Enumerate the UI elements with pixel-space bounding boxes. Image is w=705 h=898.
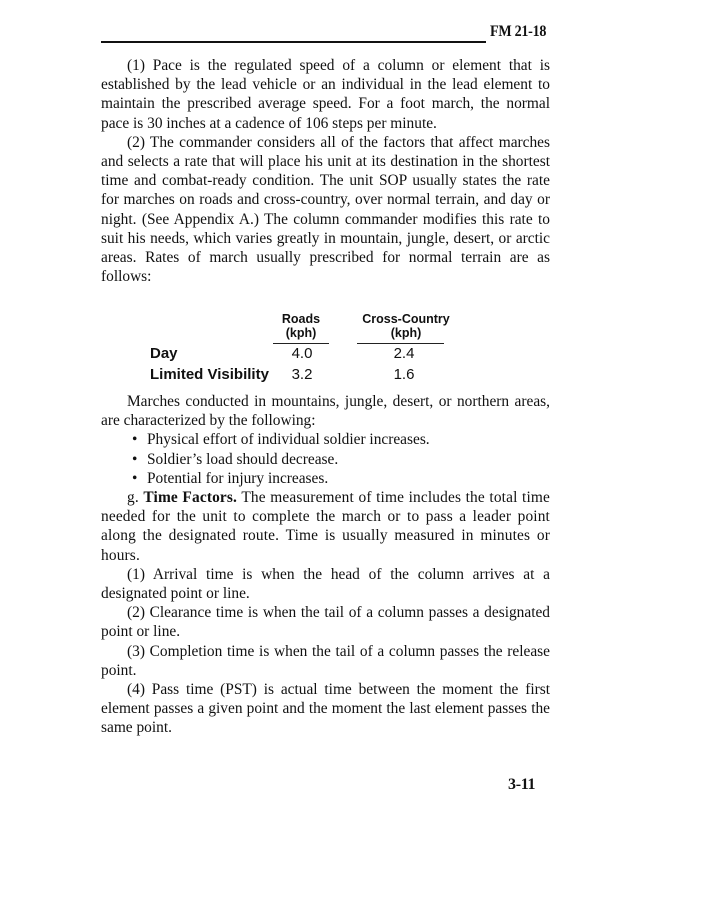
paragraph-arrival-time: (1) Arrival time is when the head of the column arrives at a designated point or line. (101, 565, 550, 603)
bullet-icon: • (132, 469, 138, 487)
paragraph-clearance-time: (2) Clearance time is when the tail of a column passes a designated point or line. (101, 604, 550, 641)
row-label-limited-visibility: Limited Visibility (150, 366, 269, 383)
section-letter: g. (127, 489, 139, 507)
bullet-icon: • (132, 450, 138, 468)
bullet-icon: • (132, 431, 138, 449)
header-rule (101, 41, 486, 43)
value-day-roads: 4.0 (291, 345, 313, 362)
paragraph-time-factors (101, 488, 550, 565)
body-text-top (101, 56, 550, 286)
document-id: FM 21-18 (490, 23, 547, 40)
section-heading: Time Factors. (143, 489, 238, 507)
list-item: • Soldier’s load should decrease. (132, 450, 339, 468)
column-rule-cross-country (357, 343, 444, 344)
page-number: 3-11 (508, 776, 536, 793)
row-label-day: Day (150, 345, 178, 362)
paragraph-rate: (2) The commander considers all of the factors that affect marches and selects a rate that will place his unit at its destination in the shortest time and combat-ready condition. The unit SOP usually states the rate for marches on roads and cross-country, over normal terrain, and day or night. (See Appendix A.) The column commander modifies this rate to suit his needs, which varies greatly in mountain, jungle, desert, or arctic areas. Rates of march usually prescribed for normal terrain are as follows: (101, 133, 550, 286)
body-text-bottom (101, 392, 550, 738)
column-header-cross-country: Cross-Country (kph) (362, 312, 450, 340)
list-item: • Physical effort of individual soldier increases. (132, 431, 430, 449)
paragraph-pace: (1) Pace is the regulated speed of a column or element that is established by the lead vehicle or an individual in the lead element to maintain the prescribed average speed. For a foot march, the normal pace is 30 inches at a cadence of 106 steps per minute. (101, 57, 550, 132)
paragraph-conditions: Marches conducted in mountains, jungle, desert, or northern areas, are characterized by the following: (101, 393, 550, 430)
value-day-cross-country: 2.4 (393, 345, 415, 362)
list-item: • Potential for injury increases. (132, 469, 329, 487)
column-header-roads: Roads (kph) (281, 312, 321, 340)
conditions-list (101, 430, 550, 488)
column-rule-roads (273, 343, 329, 344)
paragraph-completion-time: (3) Completion time is when the tail of a column passes the release point. (101, 642, 550, 679)
rate-of-march-table (150, 312, 450, 388)
value-limited-visibility-roads: 3.2 (291, 366, 313, 383)
value-limited-visibility-cross-country: 1.6 (393, 366, 415, 383)
section-text: The measurement of time includes the total time needed for the unit to complete the march or to pass a leader point along the designated route. Time is usually measured in minutes or hours. (101, 489, 551, 564)
paragraph-pass-time: (4) Pass time (PST) is actual time between the moment the first element passes a given point and the moment the last element passes the same point. (101, 681, 550, 737)
